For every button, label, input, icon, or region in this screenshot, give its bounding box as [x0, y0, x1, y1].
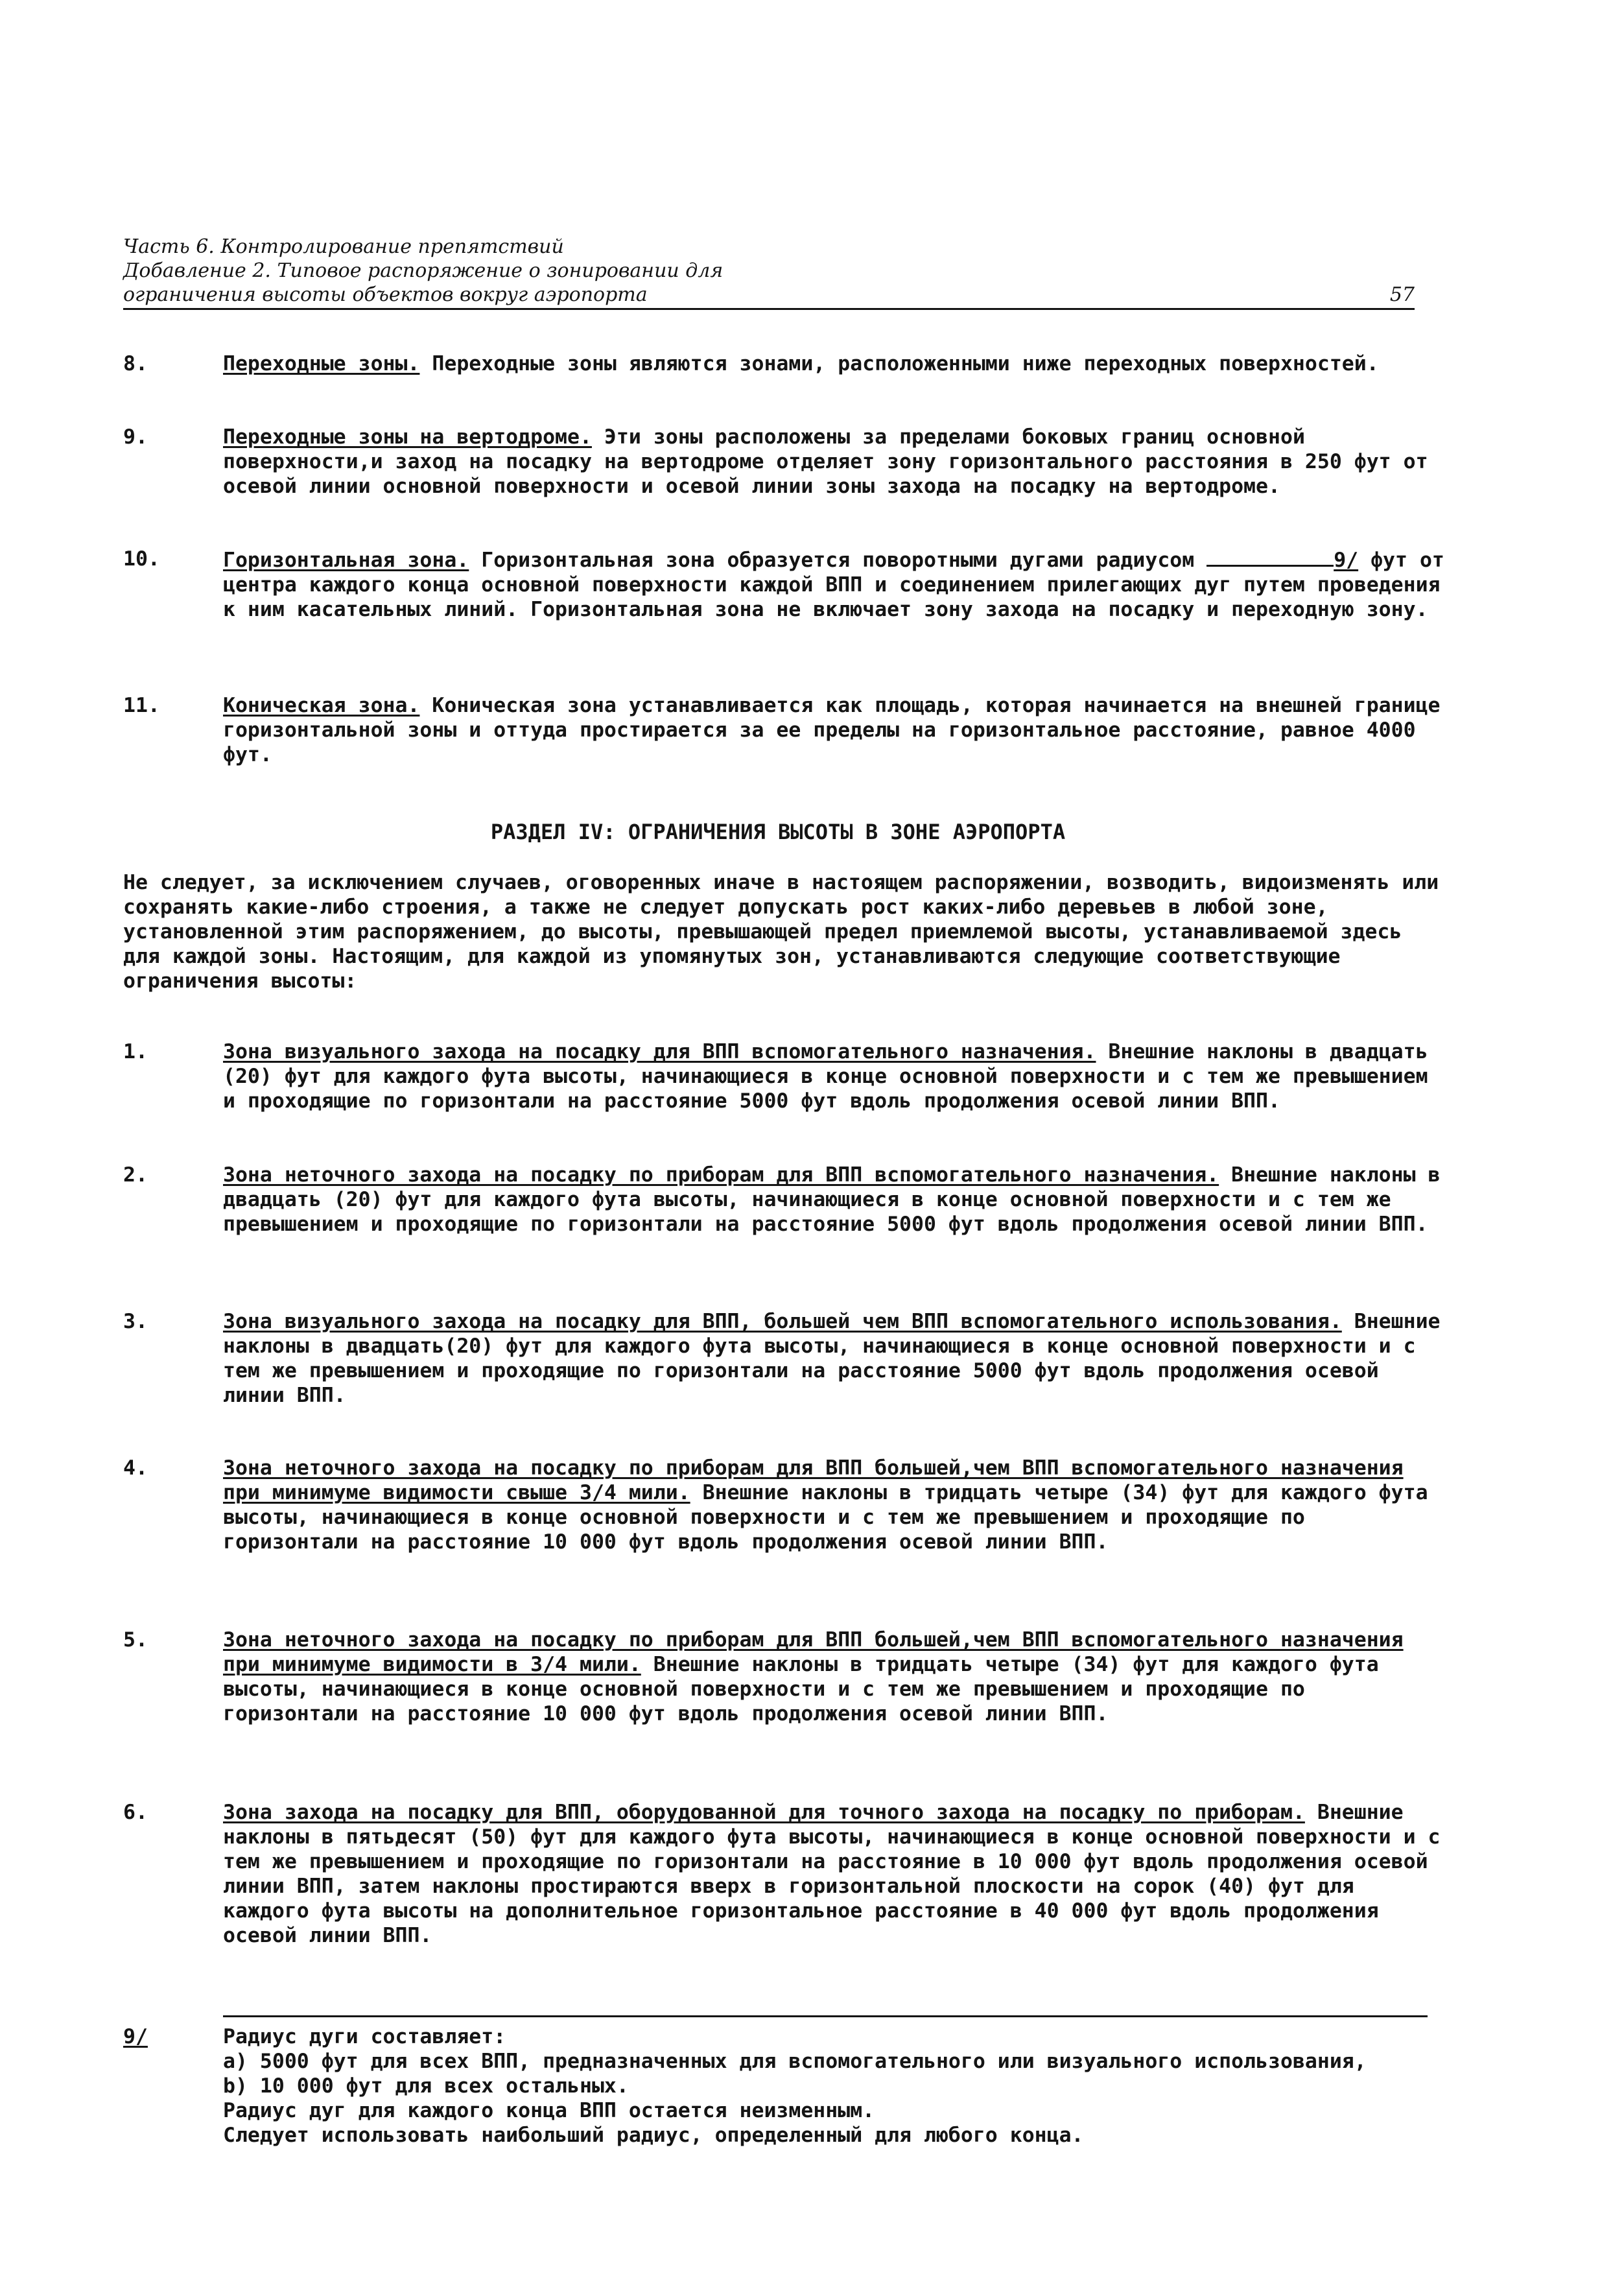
item-number: 4.: [123, 1456, 148, 1480]
item-number: 11.: [123, 694, 160, 717]
limit-title: Зона визуального захода на посадку для ВПП, большей чем ВПП вспомогательного использования.: [223, 1310, 1342, 1333]
section-heading: РАЗДЕЛ IV: ОГРАНИЧЕНИЯ ВЫСОТЫ В ЗОНЕ АЭРОПОРТА: [490, 820, 1066, 844]
zone-title: Переходные зоны на вертодроме.: [223, 425, 592, 449]
limit-item: [123, 1456, 1448, 1554]
footnote-line: а) 5000 фут для всех ВПП, предназначенных для вспомогательного или визуального использования,: [223, 2050, 1367, 2073]
limit-text: Внешние наклоны в тридцать четыре (34) фут для каждого фута высоты, начинающиеся в конце основной поверхности и с тем же превышением и проходящие по горизонтали на расстояние 10 000 фут вдоль продолжения осевой линии ВПП.: [223, 1481, 1428, 1554]
page-number: 57: [1389, 283, 1415, 306]
limit-item: [123, 1628, 1448, 1726]
header-subtitle: ограничения высоты объектов вокруг аэропорта: [123, 283, 648, 306]
header-rule-row: [123, 283, 1415, 310]
footnote-number: 9/: [123, 2025, 148, 2048]
zone-text: Горизонтальная зона образуется поворотными дугами радиусом: [481, 549, 1195, 572]
limit-title: Зона захода на посадку для ВПП, оборудованной для точного захода на посадку по приборам.: [223, 1801, 1305, 1824]
limit-item: [123, 1163, 1448, 1237]
zone-item: [123, 693, 1448, 767]
zone-text: Переходные зоны являются зонами, расположенными ниже переходных поверхностей.: [432, 352, 1379, 375]
header-part: Часть 6. Контролирование препятствий: [123, 235, 564, 258]
limit-text: Внешние наклоны в тридцать четыре (34) фут для каждого фута высоты, начинающиеся в конце основной поверхности и с тем же превышением и проходящие по горизонтали на расстояние 10 000 фут вдоль продолжения осевой линии ВПП.: [223, 1653, 1379, 1725]
footnote-line: b) 10 000 фут для всех остальных.: [223, 2074, 629, 2098]
limit-text: Внешние наклоны в двадцать(20) фут для каждого фута высоты, начинающиеся в конце основной поверхности и с тем же превышением и проходящие по горизонтали на расстояние 5000 фут вдоль продолжения осевой линии ВПП.: [223, 1310, 1441, 1407]
footnote-reference: 9/: [1334, 549, 1359, 572]
limit-text: Внешние наклоны в пятьдесят (50) фут для каждого фута высоты, начинающиеся в конце основной поверхности и с тем же превышением и проходящие по горизонтали на расстояние в 10 000 фут вдоль продолжения осевой линии ВПП, затем наклоны простираются вверх в горизонтальной плоскости на сорок (40) фут для каждого фута высоты на дополнительное горизонтальное расстояние в 40 000 фут вдоль продолжения осевой линии ВПП.: [223, 1801, 1441, 1947]
zone-text: фут от центра каждого конца основной поверхности каждой ВПП и соединением прилегающих дуг путем проведения к ним касательных линий. Горизонтальная зона не включает зону захода на посадку и переходную зону.: [223, 549, 1444, 621]
limit-item: [123, 1800, 1448, 1948]
limit-title: Зона визуального захода на посадку для ВПП вспомогательного назначения.: [223, 1040, 1096, 1063]
item-number: 8.: [123, 352, 148, 375]
item-number: 9.: [123, 425, 148, 449]
item-number: 10.: [123, 547, 160, 571]
zone-title: Коническая зона.: [223, 694, 420, 717]
running-header: [123, 235, 1415, 310]
footnote-divider: [223, 2015, 1428, 2017]
zone-item: [123, 425, 1448, 499]
limit-title: Зона неточного захода на посадку по приборам для ВПП большей,чем ВПП вспомогательного назначения при минимуме видимости свыше 3/4 мили.: [223, 1456, 1404, 1504]
limit-item: [123, 1039, 1448, 1113]
section-intro: Не следует, за исключением случаев, оговоренных иначе в настоящем распоряжении, возводить, видоизменять или сохранять какие-либо строения, а также не следует допускать рост каких-либо деревьев в любой зоне, установленной этим распоряжением, до высоты, превышающей предел приемлемой высоты, устанавливаемой здесь для каждой зоны. Настоящим, для каждой из упомянутых зон, устанавливаются следующие соответствующие ограничения высоты:: [123, 871, 1439, 993]
zone-text: Эти зоны расположены за пределами боковых границ основной поверхности,и заход на посадку на вертодроме отделяет зону горизонтального расстояния в 250 фут от осевой линии основной поверхности и осевой линии зоны захода на посадку на вертодроме.: [223, 425, 1428, 498]
limit-title: Зона неточного захода на посадку по приборам для ВПП вспомогательного назначения.: [223, 1163, 1219, 1187]
footnote: [123, 2024, 1448, 2148]
zone-title: Горизонтальная зона.: [223, 549, 469, 572]
zone-item: [123, 547, 1448, 622]
header-appendix: Добавление 2. Типовое распоряжение о зонировании для: [123, 259, 724, 282]
limit-text: Внешние наклоны в двадцать (20) фут для каждого фута высоты, начинающиеся в конце основной поверхности и с тем же превышением и проходящие по горизонтали на расстояние 5000 фут вдоль продолжения осевой линии ВПП.: [223, 1163, 1441, 1236]
zone-title: Переходные зоны.: [223, 352, 420, 375]
item-number: 2.: [123, 1163, 148, 1187]
radius-blank: [1206, 547, 1334, 567]
footnote-line: Радиус дуг для каждого конца ВПП остается неизменным.: [223, 2099, 875, 2122]
limit-text: Внешние наклоны в двадцать (20) фут для каждого фута высоты, начинающиеся в конце основной поверхности и с тем же превышением и проходящие по горизонтали на расстояние 5000 фут вдоль продолжения осевой линии ВПП.: [223, 1040, 1428, 1113]
zone-text: Коническая зона устанавливается как площадь, которая начинается на внешней границе горизонтальной зоны и оттуда простирается за ее пределы на горизонтальное расстояние, равное 4000 фут.: [223, 694, 1441, 766]
footnote-line: Радиус дуги составляет:: [223, 2025, 506, 2048]
zone-item: [123, 351, 1448, 376]
item-number: 3.: [123, 1310, 148, 1333]
item-number: 6.: [123, 1801, 148, 1824]
limit-item: [123, 1309, 1448, 1408]
limit-title: Зона неточного захода на посадку по приборам для ВПП большей,чем ВПП вспомогательного назначения при минимуме видимости в 3/4 мили.: [223, 1628, 1404, 1676]
footnote-line: Следует использовать наибольший радиус, определенный для любого конца.: [223, 2124, 1084, 2147]
item-number: 5.: [123, 1628, 148, 1652]
item-number: 1.: [123, 1040, 148, 1063]
